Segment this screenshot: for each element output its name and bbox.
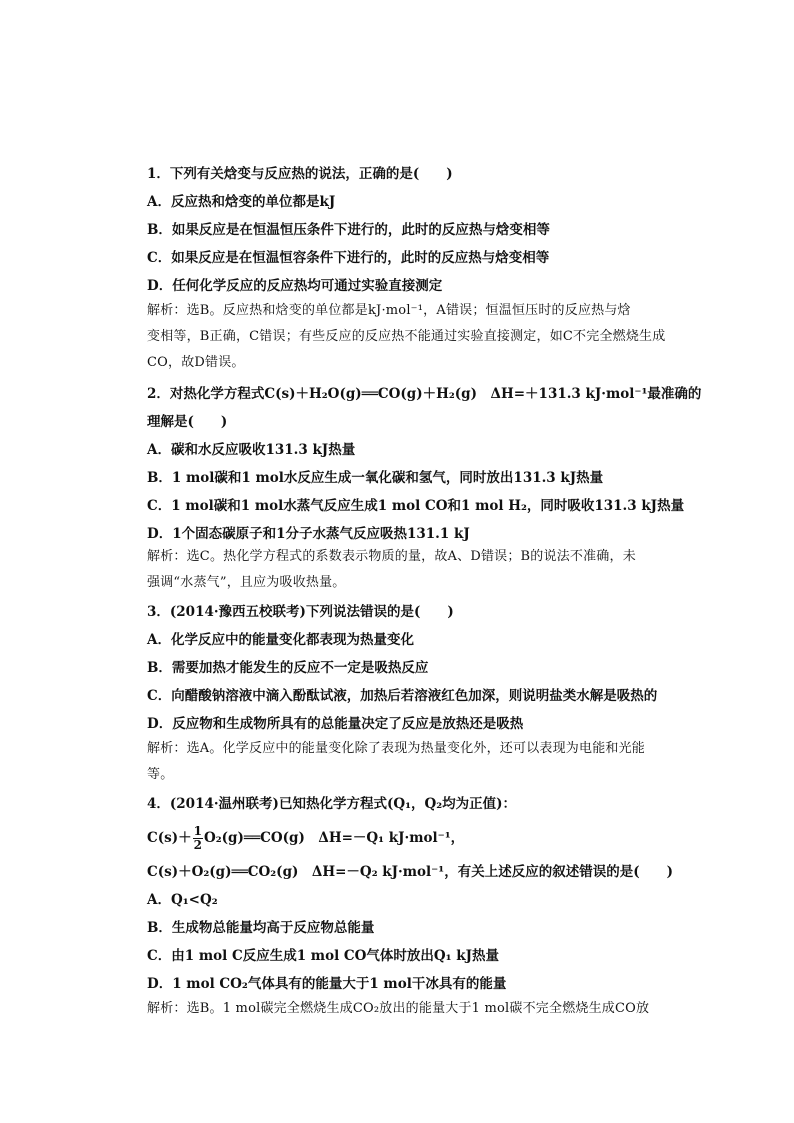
question-3-solution xyxy=(147,736,677,762)
solution-continuation xyxy=(147,324,677,376)
question-2-stem: 2．对热化学方程式C(s)＋H₂O(g)══CO(g)＋H₂(g) ΔH=＋131.3 kJ·mol⁻¹最准确的 xyxy=(147,386,702,402)
solution-continuation xyxy=(147,570,677,596)
question-3-option-c: C．向醋酸钠溶液中滴入酚酞试液，加热后若溶液红色加深，则说明盐类水解是吸热的 xyxy=(147,688,658,704)
equation-1-suffix: O₂(g)══CO(g) ΔH=－Q₁ kJ·mol⁻¹， xyxy=(203,830,465,846)
question-2-stem-continuation xyxy=(147,408,685,548)
solution-line: 变相等，B正确，C错误；有些反应的反应热不能通过实验直接测定，如C不完全燃烧生成 xyxy=(147,329,666,344)
fraction-denominator: 2 xyxy=(193,838,202,852)
solution-line: 解析：选B。反应热和焓变的单位都是kJ·mol⁻¹，A错误；恒温恒压时的反应热与焓 xyxy=(147,303,631,318)
solution-continuation xyxy=(147,762,677,788)
fraction-one-half xyxy=(193,825,203,852)
solution-line: 解析：选A。化学反应中的能量变化除了表现为热量变化外，还可以表现为电能和光能 xyxy=(147,741,645,756)
question-4-option-d: D．1 mol CO₂气体具有的能量大于1 mol干冰具有的能量 xyxy=(147,976,507,992)
question-4-stem: 4．(2014·温州联考)已知热化学方程式(Q₁，Q₂均为正值)： xyxy=(147,796,517,812)
question-4-option-a: A．Q₁<Q₂ xyxy=(147,892,218,908)
question-4 xyxy=(147,790,677,818)
question-4-option-c: C．由1 mol C反应生成1 mol CO气体时放出Q₁ kJ热量 xyxy=(147,948,500,964)
question-1 xyxy=(147,160,677,300)
equation-1-line xyxy=(147,822,677,854)
question-1-option-c: C．如果反应是在恒温恒容条件下进行的，此时的反应热与焓变相等 xyxy=(147,250,550,266)
question-2-option-b: B．1 mol碳和1 mol水反应生成一氧化碳和氢气，同时放出131.3 kJ热量 xyxy=(147,470,604,486)
question-3-option-a: A．化学反应中的能量变化都表现为热量变化 xyxy=(147,632,414,648)
question-2-solution xyxy=(147,544,677,570)
question-2-option-a: A．碳和水反应吸收131.3 kJ热量 xyxy=(147,442,356,458)
question-2 xyxy=(147,380,702,408)
question-2-stem-line: 理解是( ) xyxy=(147,414,228,430)
equation-1-prefix: C(s)＋ xyxy=(147,830,192,846)
question-3-stem: 3．(2014·豫西五校联考)下列说法错误的是( ) xyxy=(147,604,454,620)
question-1-option-d: D．任何化学反应的反应热均可通过实验直接测定 xyxy=(147,278,443,294)
question-4-solution xyxy=(147,996,677,1022)
question-3-option-d: D．反应物和生成物所具有的总能量决定了反应是放热还是吸热 xyxy=(147,716,524,732)
solution-line: 解析：选C。热化学方程式的系数表示物质的量，故A、D错误；B的说法不准确，未 xyxy=(147,549,636,564)
question-1-option-a: A．反应热和焓变的单位都是kJ xyxy=(147,194,336,210)
question-1-stem: 1．下列有关焓变与反应热的说法，正确的是( ) xyxy=(147,166,453,182)
solution-line: 等。 xyxy=(147,767,174,782)
question-2-option-c: C．1 mol碳和1 mol水蒸气反应生成1 mol CO和1 mol H₂，同时吸收131.3 kJ热量 xyxy=(147,498,685,514)
question-3-option-b: B．需要加热才能发生的反应不一定是吸热反应 xyxy=(147,660,429,676)
question-3 xyxy=(147,598,677,738)
question-4-equation-1 xyxy=(147,822,677,854)
fraction-numerator: 1 xyxy=(193,824,202,838)
question-1-solution xyxy=(147,298,677,324)
question-4-equation-2: C(s)＋O₂(g)══CO₂(g) ΔH=－Q₂ kJ·mol⁻¹，有关上述反应的叙述错误的是( ) xyxy=(147,864,673,880)
question-4-option-b: B．生成物总能量均高于反应物总能量 xyxy=(147,920,375,936)
question-2-option-d: D．1个固态碳原子和1分子水蒸气反应吸热131.1 kJ xyxy=(147,526,470,542)
solution-line: CO，故D错误。 xyxy=(147,355,245,370)
solution-line: 强调“水蒸气”，且应为吸收热量。 xyxy=(147,575,346,590)
question-1-option-b: B．如果反应是在恒温恒压条件下进行的，此时的反应热与焓变相等 xyxy=(147,222,550,238)
solution-line: 解析：选B。1 mol碳完全燃烧生成CO₂放出的能量大于1 mol碳不完全燃烧生成CO放 xyxy=(147,1001,650,1016)
question-4-body xyxy=(147,858,677,998)
